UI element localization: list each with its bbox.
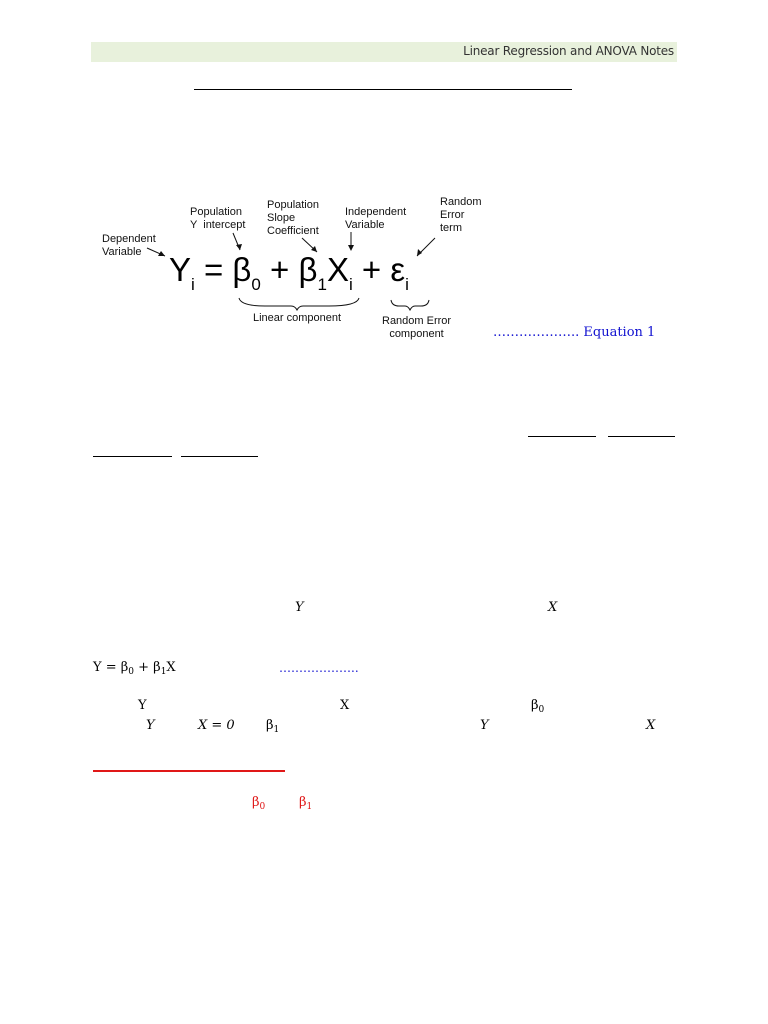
- symbol-x-italic-2: X: [646, 718, 656, 733]
- eq-y: Y: [169, 251, 192, 288]
- symbol-beta0: $\beta_0$: [531, 698, 545, 715]
- eq2-lhs: Y = β: [93, 660, 129, 675]
- eq-beta1-sub: 1: [317, 275, 327, 294]
- blank-line-3: [93, 456, 172, 457]
- red-beta1: $\beta_1$: [299, 795, 313, 812]
- symbol-y-italic-3: Y: [480, 718, 489, 733]
- eq-x-sub: i: [348, 275, 353, 294]
- label-random-error-component: Random Error component: [382, 315, 452, 340]
- eq-epsilon: ε: [390, 251, 406, 288]
- eq2-sub1: 1: [160, 667, 167, 677]
- eq-beta0: β: [232, 251, 252, 288]
- eq2-sub0: 0: [128, 667, 134, 677]
- eq-x: X: [326, 251, 349, 288]
- label-random-error-term: Random Error term: [440, 196, 482, 234]
- label-dependent-variable: Dependent Variable: [102, 233, 156, 258]
- equation-1-caption: ……………….. Equation 1: [493, 325, 656, 340]
- eq-beta1: β: [298, 251, 318, 288]
- label-population-slope: Population Slope Coefficient: [267, 199, 319, 237]
- regression-model-diagram: [95, 190, 495, 345]
- eq-plus-1: +: [270, 251, 290, 288]
- eq2-end: X: [166, 660, 176, 675]
- equation-2-dots: ………………..: [279, 661, 359, 675]
- symbol-beta1: $\beta_1$: [266, 718, 280, 735]
- header-title: Linear Regression and ANOVA Notes: [463, 44, 674, 58]
- red-beta0: $\beta_0$: [252, 795, 266, 812]
- blank-line-2: [608, 436, 675, 437]
- blank-line-1: [528, 436, 596, 437]
- simple-regression-equation: [93, 660, 176, 677]
- symbol-x-equals-zero: X = 0: [198, 718, 235, 733]
- symbol-x-italic: X: [548, 600, 558, 615]
- running-header: [91, 42, 677, 62]
- red-heading-underline: [93, 770, 285, 772]
- symbol-y-plain: Y: [138, 698, 147, 713]
- label-independent-variable: Independent Variable: [345, 206, 407, 231]
- eq-equals: =: [203, 251, 224, 288]
- title-underline: [194, 89, 572, 90]
- eq2-mid: + β: [134, 660, 161, 675]
- eq-plus-2: +: [361, 251, 382, 288]
- symbol-x-plain: X: [340, 698, 350, 713]
- eq-beta0-sub: 0: [251, 275, 261, 294]
- regression-equation: [169, 250, 409, 305]
- eq-epsilon-sub: i: [405, 275, 409, 294]
- eq-y-sub: i: [191, 275, 195, 294]
- label-population-intercept: Population Y intercept: [190, 206, 246, 231]
- label-linear-component: Linear component: [253, 312, 342, 324]
- symbol-y-italic: Y: [295, 600, 304, 615]
- symbol-y-italic-2: Y: [146, 718, 155, 733]
- blank-line-4: [181, 456, 258, 457]
